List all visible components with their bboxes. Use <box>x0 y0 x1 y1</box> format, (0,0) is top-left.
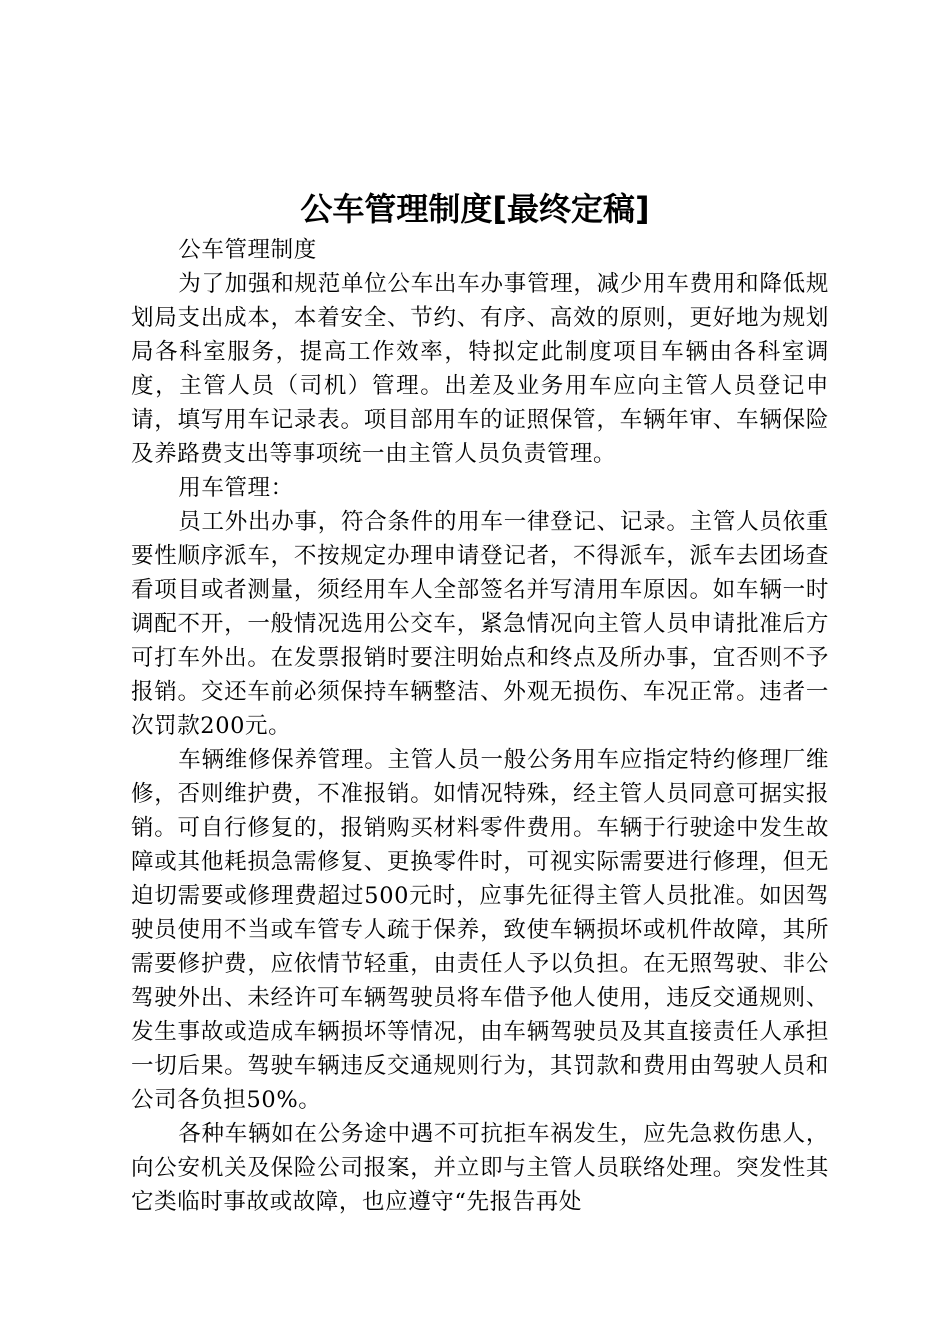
document-title: 公车管理制度[最终定稿] <box>300 190 650 228</box>
body-paragraph: 为了加强和规范单位公车出车办事管理，减少用车费用和降低规划局支出成本，本着安全、节约、有序、高效的原则，更好地为规划局各科室服务，提高工作效率，特拟定此制度项目车辆由各科室调度，主管人员（司机）管理。出差及业务用车应向主管人员登记申请，填写用车记录表。项目部用车的证照保管，车辆年审、车辆保险及养路费支出等事项统一由主管人员负责管理。 <box>131 271 829 467</box>
body-paragraph: 公车管理制度 <box>178 237 317 263</box>
document-body <box>131 233 829 1219</box>
body-paragraph: 车辆维修保养管理。主管人员一般公务用车应指定特约修理厂维修，否则维护费，不准报销。如情况特殊，经主管人员同意可据实报销。可自行修复的，报销购买材料零件费用。车辆于行驶途中发生故障或其他耗损急需修复、更换零件时，可视实际需要进行修理，但无迫切需要或修理费超过500元时，应事先征得主管人员批准。如因驾驶员使用不当或车管专人疏于保养，致使车辆损坏或机件故障，其所需要修护费，应依情节轻重，由责任人予以负担。在无照驾驶、非公驾驶外出、未经许可车辆驾驶员将车借予他人使用，违反交通规则、发生事故或造成车辆损坏等情况，由车辆驾驶员及其直接责任人承担一切后果。驾驶车辆违反交通规则行为，其罚款和费用由驾驶人员和公司各负担50%。 <box>131 747 829 1113</box>
body-paragraph: 用车管理： <box>178 475 294 501</box>
body-paragraph: 各种车辆如在公务途中遇不可抗拒车祸发生，应先急救伤患人，向公安机关及保险公司报案，并立即与主管人员联络处理。突发性其它类临时事故或故障，也应遵守“先报告再处 <box>131 1121 829 1215</box>
body-paragraph: 员工外出办事，符合条件的用车一律登记、记录。主管人员依重要性顺序派车，不按规定办理申请登记者，不得派车，派车去团场查看项目或者测量，须经用车人全部签名并写清用车原因。如车辆一时调配不开，一般情况选用公交车，紧急情况向主管人员申请批准后方可打车外出。在发票报销时要注明始点和终点及所办事，宜否则不予报销。交还车前必须保持车辆整洁、外观无损伤、车况正常。违者一次罚款200元。 <box>131 509 829 739</box>
